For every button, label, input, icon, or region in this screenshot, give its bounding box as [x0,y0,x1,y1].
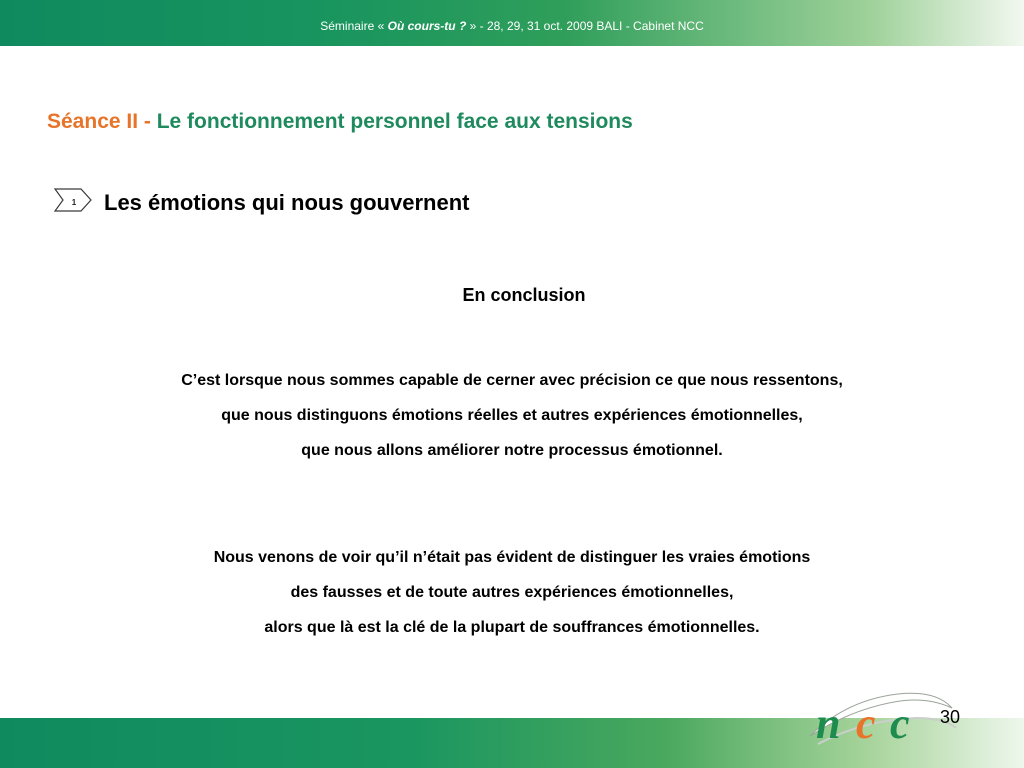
ncc-logo [806,688,961,748]
paragraph-1 [0,363,1024,468]
header-prefix: Séminaire « [320,19,388,33]
header-suffix: » - 28, 29, 31 oct. 2009 BALI - Cabinet NCC [466,19,704,33]
conclusion-heading: En conclusion [462,285,586,305]
section-number: 1 [71,198,77,207]
paragraph-2 [0,540,1024,645]
paragraph-line: que nous distinguons émotions réelles et autres expériences émotionnelles, [221,407,803,424]
paragraph-line: C’est lorsque nous sommes capable de cerner avec précision ce que nous ressentons, [181,372,843,389]
paragraph-line: Nous venons de voir qu’il n’était pas évident de distinguer les vraies émotions [213,549,811,566]
header-text [0,19,1024,33]
page-number: 30 [940,707,961,727]
svg-text:c: c [856,699,876,748]
session-prefix: Séance II - [47,110,157,133]
svg-text:n: n [816,699,841,748]
paragraph-line: des fausses et de toute autres expériences émotionnelles, [290,584,734,601]
session-name: Le fonctionnement personnel face aux tensions [156,110,633,133]
paragraph-line: que nous allons améliorer notre processus émotionnel. [301,442,723,459]
seminar-name: Où cours-tu ? [387,19,467,33]
paragraph-line: alors que là est la clé de la plupart de souffrances émotionnelles. [264,619,760,636]
section-heading: Les émotions qui nous gouvernent [104,190,470,215]
session-title [47,110,633,134]
svg-text:c: c [890,699,910,748]
